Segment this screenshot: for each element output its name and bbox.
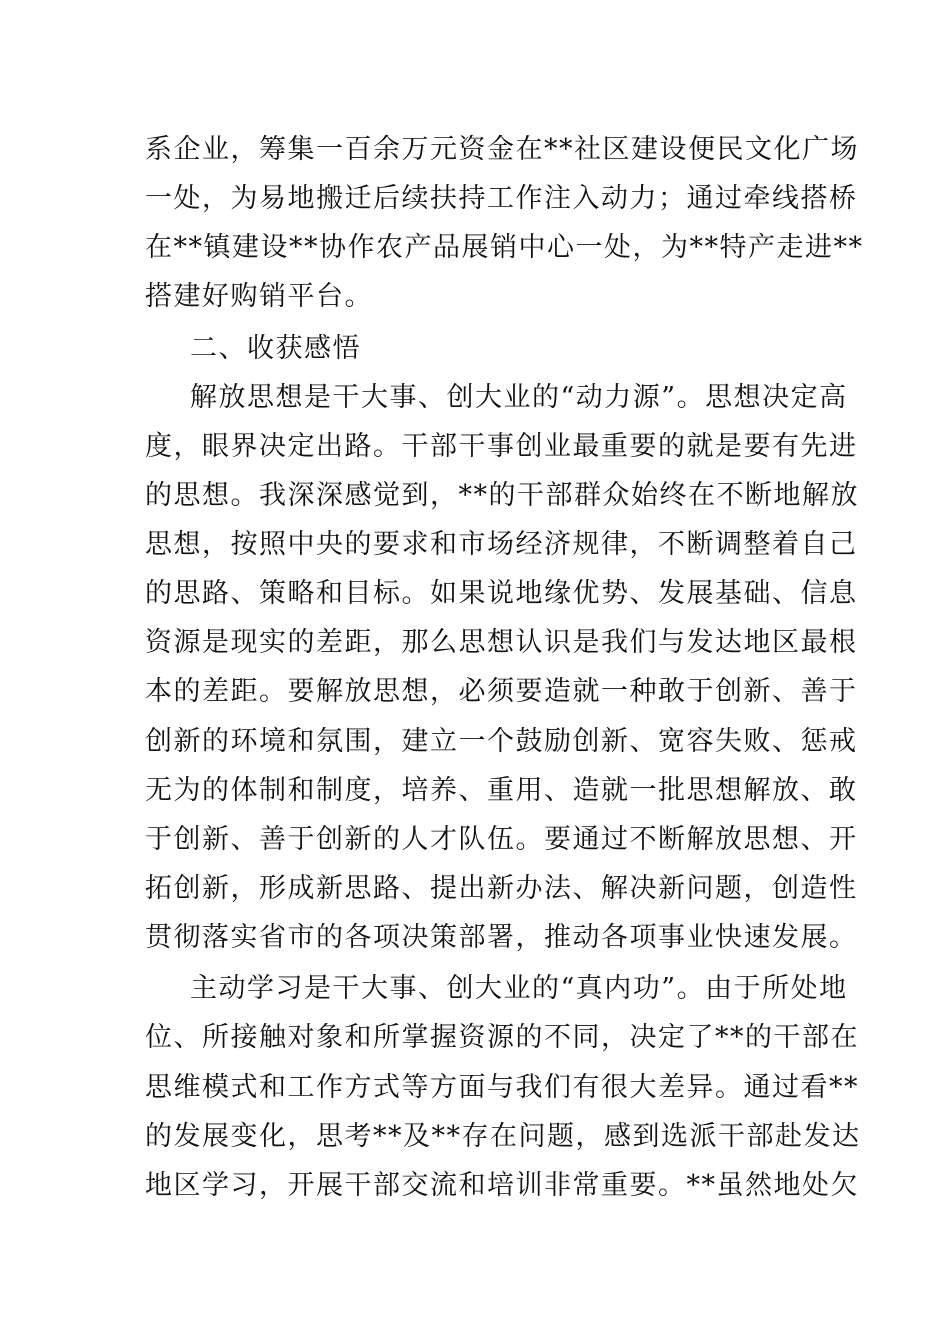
text-line: 的思路、策略和目标。如果说地缘优势、发展基础、信息	[145, 578, 858, 609]
text-line: 无为的体制和制度，培养、重用、造就一批思想解放、敢	[145, 775, 858, 806]
text-line: 在**镇建设**协作农产品展销中心一处，为**特产走进**	[145, 232, 864, 263]
text-line: 地区学习，开展干部交流和培训非常重要。**虽然地处欠	[145, 1170, 859, 1201]
text-line: 思想，按照中央的要求和市场经济规律，不断调整着自己	[145, 529, 858, 560]
text-line: 贯彻落实省市的各项决策部署，推动各项事业快速发展。	[145, 922, 858, 953]
section-heading: 二、收获感悟	[190, 333, 361, 364]
text-line: 位、所接触对象和所掌握资源的不同，决定了**的干部在	[145, 1022, 859, 1053]
text-line: 拓创新，形成新思路、提出新办法、解决新问题，创造性	[145, 873, 858, 904]
text-line: 的思想。我深深感觉到，**的干部群众始终在不断地解放	[145, 480, 859, 511]
text-line: 于创新、善于创新的人才队伍。要通过不断解放思想、开	[145, 824, 858, 855]
text-line: 创新的环境和氛围，建立一个鼓励创新、宽容失败、惩戒	[145, 726, 858, 757]
text-line: 思维模式和工作方式等方面与我们有很大差异。通过看**	[145, 1072, 859, 1103]
paragraph-first-line: 解放思想是干大事、创大业的“动力源”。思想决定高	[190, 382, 848, 413]
text-line: 资源是现实的差距，那么思想认识是我们与发达地区最根	[145, 627, 858, 658]
text-line: 一处，为易地搬迁后续扶持工作注入动力；通过牵线搭桥	[145, 183, 858, 214]
text-line: 系企业，筹集一百余万元资金在**社区建设便民文化广场	[145, 134, 859, 165]
text-line: 度，眼界决定出路。干部干事创业最重要的就是要有先进	[145, 431, 858, 462]
text-line: 本的差距。要解放思想，必须要造就一种敢于创新、善于	[145, 676, 858, 707]
text-line: 的发展变化，思考**及**存在问题，感到选派干部赴发达	[145, 1121, 861, 1152]
paragraph-first-line: 主动学习是干大事、创大业的“真内功”。由于所处地	[190, 973, 848, 1004]
text-line: 搭建好购销平台。	[145, 281, 373, 312]
